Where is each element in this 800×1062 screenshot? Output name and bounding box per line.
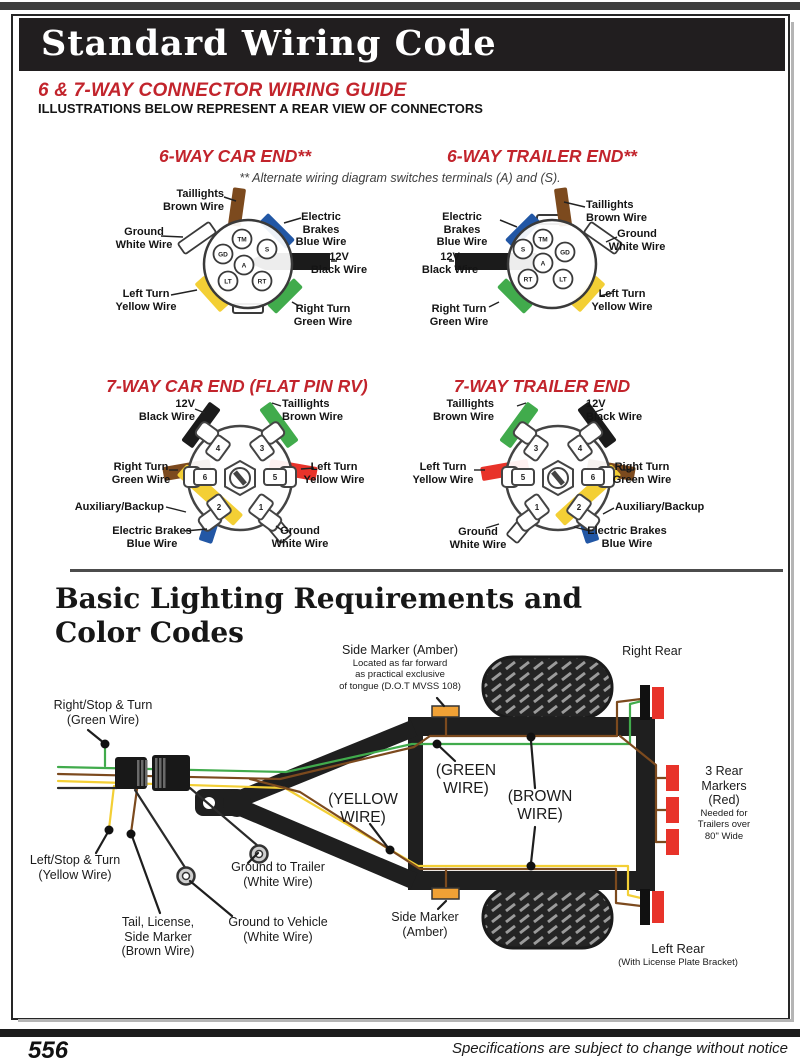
svg-text:A: A	[540, 260, 546, 268]
svg-text:LT: LT	[224, 278, 232, 286]
label-left-rear: Left Rear (With License Plate Bracket)	[618, 941, 738, 968]
svg-text:1: 1	[258, 503, 264, 512]
svg-text:6: 6	[202, 473, 208, 482]
label-right-turn: Right Turn Green Wire	[293, 303, 353, 328]
svg-text:S: S	[520, 246, 526, 254]
svg-text:6: 6	[590, 473, 596, 482]
svg-text:2: 2	[216, 503, 222, 512]
label-ground-to-trailer: Ground to Trailer (White Wire)	[231, 860, 325, 889]
svg-text:4: 4	[577, 444, 583, 453]
svg-text:3: 3	[533, 444, 539, 453]
svg-text:5: 5	[520, 473, 526, 482]
label-taillights: Taillights Brown Wire	[282, 398, 344, 423]
label-left-turn: Left Turn Yellow Wire	[591, 288, 653, 313]
svg-text:A: A	[241, 262, 247, 270]
label-right-turn: Right Turn Green Wire	[111, 461, 171, 486]
page-border-shadow-right	[791, 22, 794, 1020]
footer-notice: Specifications are subject to change without notice	[451, 1040, 788, 1057]
section-divider	[70, 569, 783, 572]
label-ground: Ground White Wire	[608, 228, 666, 253]
page-title: Standard Wiring Code	[19, 18, 785, 71]
section1-heading: 6 & 7-WAY CONNECTOR WIRING GUIDE	[38, 80, 407, 101]
label-taillights: Taillights Brown Wire	[432, 398, 494, 423]
label-right-rear: Right Rear	[622, 644, 682, 658]
label-12v: 12V Black Wire	[586, 398, 643, 423]
label-right-stop-turn: Right/Stop & Turn (Green Wire)	[53, 698, 153, 727]
label-ground: Ground White Wire	[271, 525, 329, 550]
svg-text:GD: GD	[560, 249, 570, 257]
svg-text:TM: TM	[237, 236, 247, 244]
alternate-wiring-note: ** Alternate wiring diagram switches terminals (A) and (S).	[239, 171, 561, 185]
label-yellow-wire: (YELLOW WIRE)	[328, 791, 398, 826]
label-12v: 12V Black Wire	[310, 251, 368, 276]
label-brown-wire: (BROWN WIRE)	[507, 788, 573, 823]
label-green-wire: (GREEN WIRE)	[435, 762, 497, 797]
section2-heading: Basic Lighting Requirements and Color Codes	[55, 582, 583, 649]
label-left-turn: Left Turn Yellow Wire	[303, 461, 365, 486]
six-way-trailer-end-title: 6-WAY TRAILER END**	[447, 146, 637, 166]
label-taillights: Taillights Brown Wire	[162, 188, 224, 213]
label-right-turn: Right Turn Green Wire	[612, 461, 672, 486]
svg-text:2: 2	[576, 503, 582, 512]
svg-text:3: 3	[259, 444, 265, 453]
label-right-turn: Right Turn Green Wire	[429, 303, 489, 328]
svg-text:GD: GD	[218, 251, 228, 259]
top-strip	[0, 2, 800, 10]
label-ground-to-vehicle: Ground to Vehicle (White Wire)	[228, 915, 328, 944]
label-side-marker-top: Side Marker (Amber) Located as far forward as practical exclusive of tongue (D.O.T MVSS 108)	[339, 643, 461, 692]
label-tail-license-side-marker: Tail, License, Side Marker (Brown Wire)	[121, 915, 195, 958]
label-12v: 12V Black Wire	[138, 398, 195, 423]
seven-way-trailer-end-title: 7-WAY TRAILER END	[453, 376, 631, 396]
label-electric-brakes: Electric Brakes Blue Wire	[587, 525, 667, 550]
section1-subheading: ILLUSTRATIONS BELOW REPRESENT A REAR VIEW OF CONNECTORS	[38, 101, 483, 116]
label-auxiliary-backup: Auxiliary/Backup	[74, 501, 164, 513]
label-auxiliary-backup: Auxiliary/Backup	[615, 501, 705, 513]
label-ground: Ground White Wire	[115, 226, 173, 251]
label-side-marker-bottom: Side Marker (Amber)	[391, 910, 459, 939]
label-left-turn: Left Turn Yellow Wire	[412, 461, 474, 486]
label-electric-brakes: Electric Brakes Blue Wire	[436, 211, 488, 248]
svg-text:1: 1	[534, 503, 540, 512]
label-electric-brakes: Electric Brakes Blue Wire	[112, 525, 192, 550]
svg-text:RT: RT	[523, 276, 533, 284]
svg-text:TM: TM	[538, 236, 548, 244]
page-border-shadow-bottom	[18, 1019, 794, 1022]
svg-text:LT: LT	[559, 276, 567, 284]
label-electric-brakes: Electric Brakes Blue Wire	[295, 211, 347, 248]
label-taillights: Taillights Brown Wire	[586, 199, 648, 224]
label-left-turn: Left Turn Yellow Wire	[115, 288, 177, 313]
label-rear-markers: 3 Rear Markers (Red) Needed for Trailers over 80" Wide	[697, 764, 751, 842]
footer-bar	[0, 1029, 800, 1037]
svg-text:5: 5	[272, 473, 278, 482]
svg-text:S: S	[264, 246, 270, 254]
svg-text:RT: RT	[257, 278, 267, 286]
svg-text:4: 4	[215, 444, 221, 453]
six-way-car-end-title: 6-WAY CAR END**	[158, 146, 311, 166]
page-number: 556	[28, 1037, 69, 1062]
label-left-stop-turn: Left/Stop & Turn (Yellow Wire)	[29, 853, 121, 882]
label-ground: Ground White Wire	[449, 526, 507, 551]
label-12v: 12V Black Wire	[421, 251, 479, 276]
seven-way-car-end-title: 7-WAY CAR END (FLAT PIN RV)	[106, 376, 368, 396]
